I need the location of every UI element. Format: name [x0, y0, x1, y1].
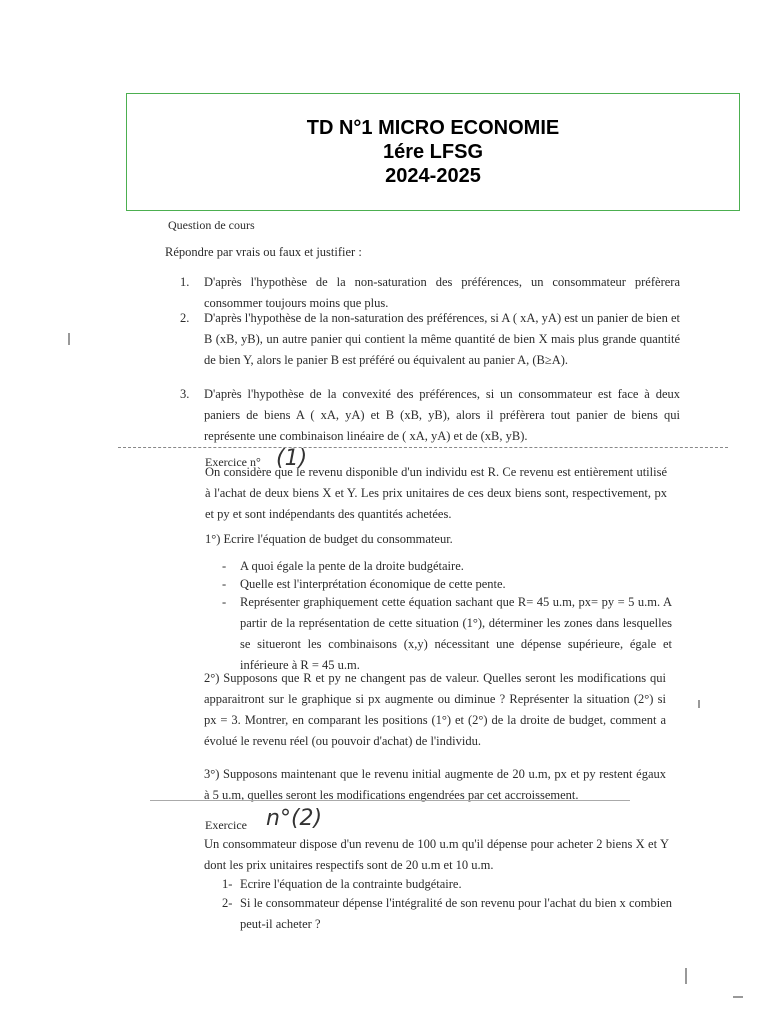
exercise-2-intro: Un consommateur dispose d'un revenu de 100 u.m qu'il dépense pour acheter 2 biens X et Y dont les prix unitaires respectifs sont de 20 u.m et 10 u.m.	[204, 837, 669, 872]
exercise-2-title: Exercice	[205, 818, 247, 832]
course-item-2	[180, 308, 680, 378]
exercise-1-number: (1)	[276, 446, 308, 471]
title-line-3: 2024-2025	[385, 165, 481, 187]
separator-line	[118, 447, 728, 448]
course-item-number: 3.	[180, 387, 190, 401]
course-item-number: 1.	[180, 275, 190, 289]
bullet-mark: -	[222, 595, 227, 609]
course-item-3	[180, 384, 680, 448]
exercise-1-q1: 1°) Ecrire l'équation de budget du consommateur.	[205, 532, 453, 546]
course-item-text: D'après l'hypothèse de la convexité des préférences, si un consommateur est face à deux paniers de biens A ( xA, yA) et B (xB, yB), alors il préfèrera tout panier de biens qui représente une combinaison linéaire de ( xA, yA) et de (xB, yB).	[204, 387, 680, 443]
exercise-1-bullet-3	[222, 592, 672, 676]
exercise-1-q3: 3°) Supposons maintenant que le revenu initial augmente de 20 u.m, px et py restent égaux à 5 u.m, quelles seront les modifications engendrées par cet accroissement.	[204, 767, 666, 802]
exercise-2-number: n°(2)	[266, 806, 323, 831]
course-intro: Répondre par vrais ou faux et justifier :	[165, 245, 362, 259]
title-line-1: TD N°1 MICRO ECONOMIE	[306, 117, 560, 139]
scan-speck	[733, 996, 743, 998]
course-item-text: D'après l'hypothèse de la non-saturation des préférences, si A ( xA, yA) est un panier de bien et B (xB, yB), un autre panier qui contient la même quantité de bien X mais plus grande quantité de bien Y, alors le panier B est préféré ou équivalent au panier A, (B≥A).	[204, 311, 680, 367]
bullet-text: Quelle est l'interprétation économique de cette pente.	[240, 577, 506, 591]
course-heading: Question de cours	[168, 218, 255, 232]
bullet-text: A quoi égale la pente de la droite budgétaire.	[240, 559, 464, 573]
exercise-1-title: Exercice n°	[205, 455, 261, 469]
title-box	[126, 93, 740, 211]
exercise-2-item-2	[222, 893, 672, 935]
separator-line	[150, 800, 630, 801]
course-item-number: 2.	[180, 311, 190, 325]
exercise-2-item-number: 2-	[222, 896, 233, 910]
scan-speck	[685, 968, 687, 984]
scan-speck	[68, 333, 70, 345]
exercise-2-item-1	[222, 874, 672, 895]
exercise-1-intro: On considère que le revenu disponible d'un individu est R. Ce revenu est entièrement utilisé à l'achat de deux biens X et Y. Les prix unitaires de ces deux biens sont, respectivement, px et py et sont indépendants des quantités achetées.	[205, 465, 667, 521]
exercise-2-item-text: Si le consommateur dépense l'intégralité de son revenu pour l'achat du bien x combien peut-il acheter ?	[240, 896, 672, 931]
course-item-text: D'après l'hypothèse de la non-saturation des préférences, un consommateur préfèrera consommer toujours moins que plus.	[204, 275, 680, 310]
title-line-2: 1ére LFSG	[382, 141, 484, 163]
exercise-2-item-text: Ecrire l'équation de la contrainte budgétaire.	[240, 877, 462, 891]
bullet-text: Représenter graphiquement cette équation sachant que R= 45 u.m, px= py = 5 u.m. A partir de la représentation de cette situation (1°), déterminer les zones dans lesquelles se situeront les combinaisons (x,y) nécessitant une dépense supérieure, égale et inférieure à R = 45 u.m.	[240, 595, 672, 672]
bullet-mark: -	[222, 577, 227, 591]
exercise-2-item-number: 1-	[222, 877, 233, 891]
exercise-1-q2: 2°) Supposons que R et py ne changent pas de valeur. Quelles seront les modifications qui apparaitront sur le graphique si px augmente ou diminue ? Représenter la situation (2°) si px = 3. Montrer, en comparant les positions (1°) et (2°) de la droite de budget, comment a évolué le revenu réel (ou pouvoir d'achat) de l'individu.	[204, 671, 666, 748]
bullet-mark: -	[222, 559, 227, 573]
scan-speck	[698, 700, 700, 708]
